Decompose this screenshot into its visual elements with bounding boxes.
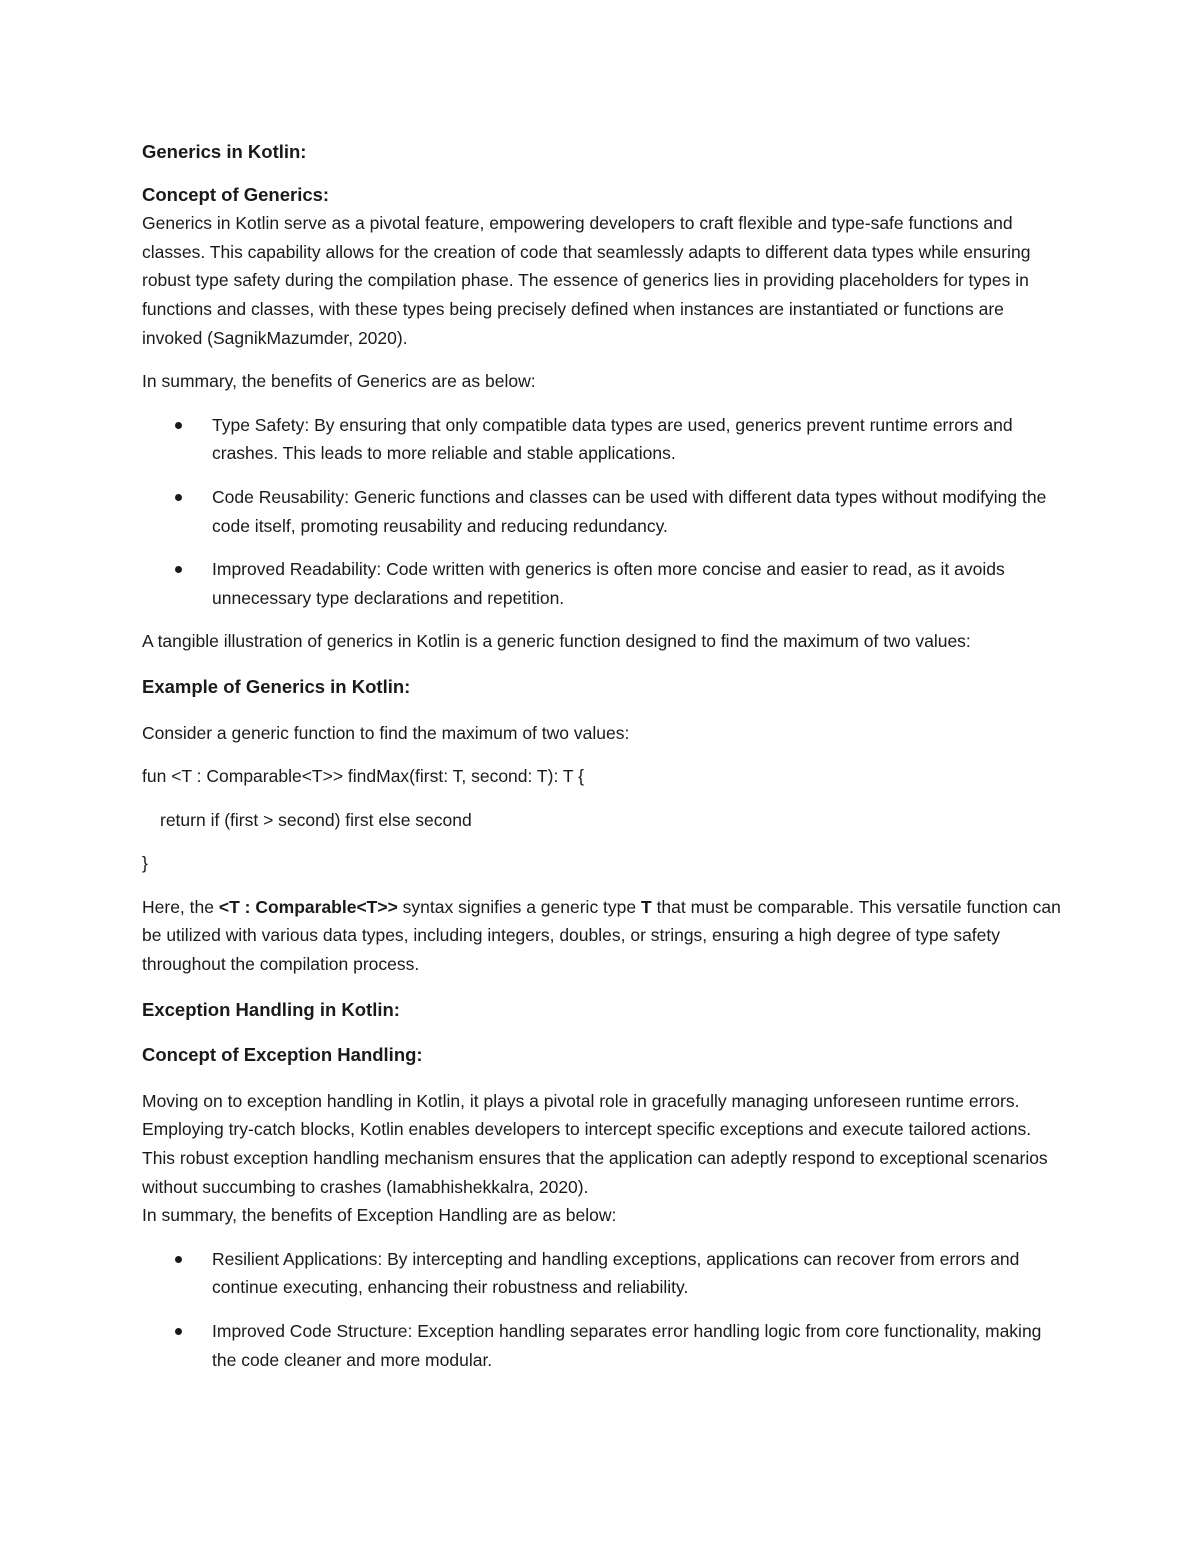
generics-summary: In summary, the benefits of Generics are as below: — [142, 371, 536, 392]
list-item-text: Resilient Applications: By intercepting and handling exceptions, applications can recover from errors and continue executing, enhancing their robustness and reliability. — [212, 1248, 1020, 1298]
exception-benefits-list — [142, 1245, 1062, 1374]
document-page — [142, 138, 1062, 1389]
here-bold-type: T — [641, 896, 652, 917]
list-item — [142, 1245, 1062, 1302]
here-pre: Here, the — [142, 896, 219, 917]
list-item — [142, 1317, 1062, 1374]
bullet-icon — [175, 1328, 182, 1335]
here-post: that must be comparable. This versatile function can be utilized with various data types, including integers, doubles, or strings, ensuring a high degree of type safety throughout the compilation process. — [142, 896, 1061, 975]
code-line-2: return if (first > second) first else second — [160, 809, 472, 830]
example-heading: Example of Generics in Kotlin: — [142, 675, 411, 697]
illustration-paragraph: A tangible illustration of generics in Kotlin is a generic function designed to find the maximum of two values: — [142, 631, 971, 652]
code-line-1: fun <T : Comparable<T>> findMax(first: T, second: T): T { — [142, 766, 584, 787]
exception-summary: In summary, the benefits of Exception Handling are as below: — [142, 1205, 617, 1226]
list-item-text: Code Reusability: Generic functions and classes can be used with different data types without modifying the code itself, promoting reusability and reducing redundancy. — [212, 486, 1047, 536]
here-mid: syntax signifies a generic type — [397, 896, 641, 917]
exception-heading: Exception Handling in Kotlin: — [142, 998, 400, 1020]
bullet-icon — [175, 1256, 182, 1263]
exception-paragraph: Moving on to exception handling in Kotlin, it plays a pivotal role in gracefully managing unforeseen runtime errors. Employing try-catch blocks, Kotlin enables developers to intercept specific exceptions and execute tailored actions. This robust exception handling mechanism ensures that the application can adeptly respond to exceptional scenarios without succumbing to crashes (Iamabhishekkalra, 2020). — [142, 1090, 1048, 1197]
list-item — [142, 483, 1062, 540]
generics-benefits-list — [142, 411, 1062, 613]
list-item — [142, 411, 1062, 468]
here-bold-syntax: <T : Comparable<T>> — [218, 896, 398, 917]
concept-generics-paragraph: Generics in Kotlin serve as a pivotal feature, empowering developers to craft flexible and type-safe functions and classes. This capability allows for the creation of code that seamlessly adapts to different data types while ensuring robust type safety during the compilation phase. The essence of generics lies in providing placeholders for types in functions and classes, with these types being precisely defined when instances are instantiated or functions are invoked (SagnikMazumder, 2020). — [142, 213, 1031, 348]
concept-generics-heading: Concept of Generics: — [142, 183, 330, 205]
list-item-text: Type Safety: By ensuring that only compatible data types are used, generics prevent runtime errors and crashes. This leads to more reliable and stable applications. — [212, 414, 1013, 464]
code-line-3: } — [142, 853, 148, 874]
bullet-icon — [175, 422, 182, 429]
title-generics: Generics in Kotlin: — [142, 141, 307, 162]
bullet-icon — [175, 494, 182, 501]
list-item-text: Improved Code Structure: Exception handling separates error handling logic from core functionality, making the code cleaner and more modular. — [212, 1321, 1042, 1370]
list-item-text: Improved Readability: Code written with generics is often more concise and easier to read, as it avoids unnecessary type declarations and repetition. — [212, 559, 1005, 608]
here-paragraph — [142, 893, 1062, 979]
example-intro: Consider a generic function to find the maximum of two values: — [142, 722, 630, 743]
bullet-icon — [175, 566, 182, 573]
concept-exception-heading: Concept of Exception Handling: — [142, 1044, 423, 1066]
list-item — [142, 555, 1062, 612]
